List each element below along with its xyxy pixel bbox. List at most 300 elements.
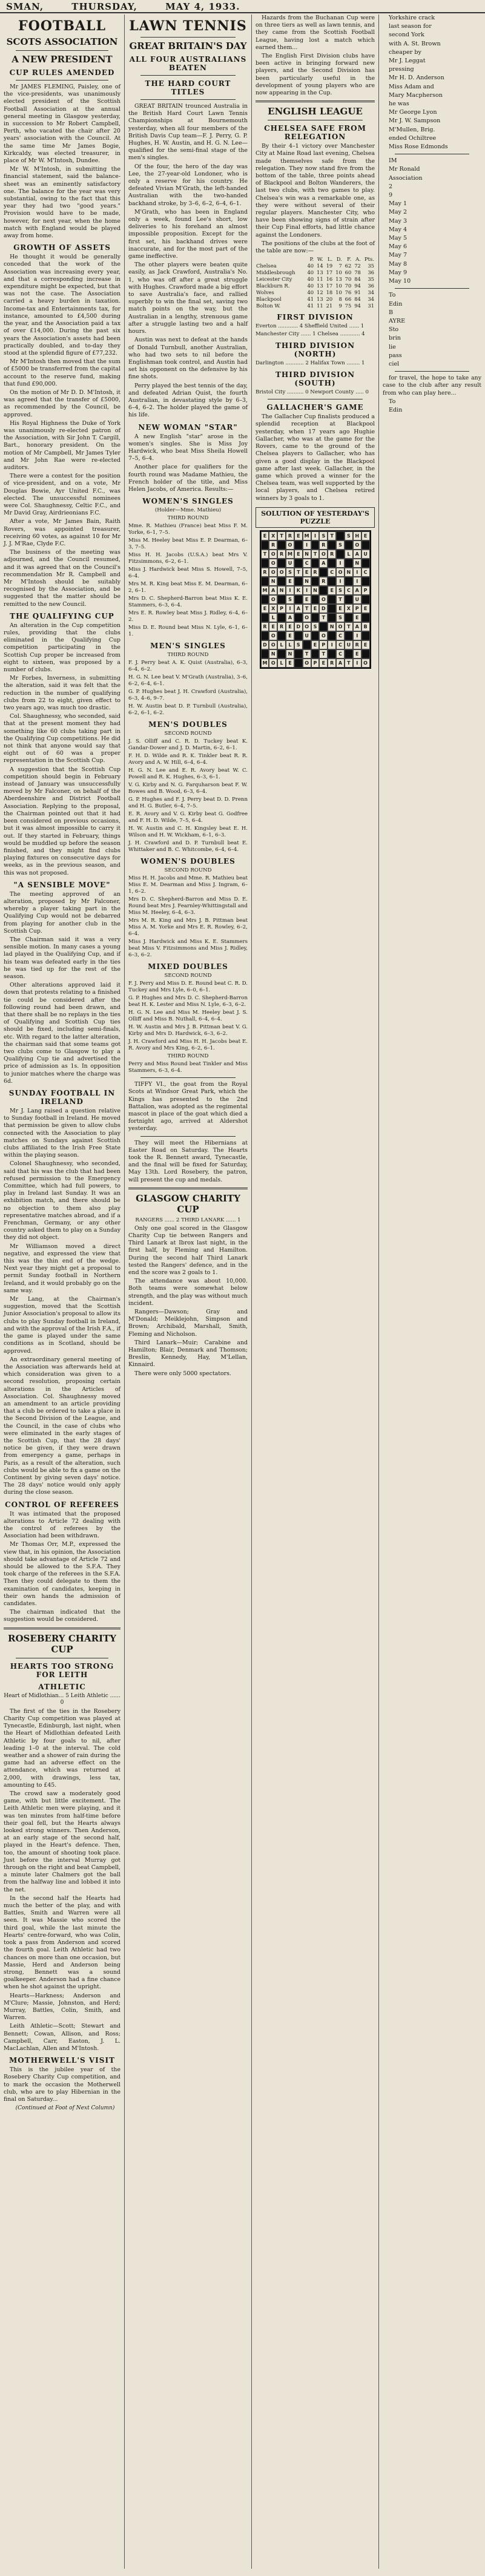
- paragraph: The crowd saw a moderately good game, with but little excitement. The Leith Athletic men were playing, and it was ten minutes from half-time before their goal fell, but the Hearts always looked strong winners. Then Anderson, at an early stage of the second half, played in the Heart's defence. Then, too, the amount of shooting took place. Just before the interval Murray got through on the right and beat Campbell, a minute later Chalmers got the ball from the halfway line and lobbed it into the net.: [4, 1790, 120, 1893]
- grid-letter: E: [353, 613, 361, 622]
- grid-block: [328, 631, 336, 640]
- table-cell: 7: [338, 263, 342, 269]
- sunday-football-heading: SUNDAY FOOTBALL IN IRELAND: [8, 1089, 116, 1106]
- grid-block: [294, 649, 303, 659]
- result-line: H. G. N. Lee and E. R. Avory beat W. C. Powell and R. K. Hughes, 6–3, 6–1.: [128, 767, 248, 781]
- grid-letter: E: [303, 568, 311, 577]
- grid-block: [328, 604, 336, 613]
- result-line: Miss H. H. Jacobs and Mme. R. Mathieu beat Miss E. M. Dearman and Miss J. Ingram, 6–1, 6–2.: [128, 875, 248, 895]
- table-cell: Middlesbrough: [256, 269, 295, 276]
- paragraph: The attendance was about 10,000. Both teams were somewhat below strength, and the play was without much incident.: [128, 1278, 248, 1307]
- grid-block: [345, 631, 353, 640]
- paragraph: Third Lanark—Muir; Carabine and Hamilton; Blair, Denmark and Thomson; Breslin, Kennedy, Hay, M'Lellan, Kinnaird.: [128, 1339, 248, 1368]
- grid-block: [336, 531, 345, 540]
- result-line: G. P. Hughes and F. J. Perry beat D. D. Prenn and H. G. Butler, 6–4, 7–5.: [128, 797, 248, 810]
- grid-letter: T: [319, 613, 328, 622]
- mens-doubles-heading: MEN'S DOUBLES: [148, 720, 228, 729]
- table-cell: 13: [335, 276, 342, 283]
- round-label: THIRD ROUND: [167, 1053, 209, 1060]
- masthead-paper: SMAN,: [6, 1, 44, 12]
- grid-letter: C: [336, 640, 345, 649]
- paragraph: The English First Division clubs have been active in bringing forward new players, and the Second Division has been particularly useful in the development of young players who are now appearing in the Cup.: [256, 53, 375, 97]
- grid-letter: L: [286, 640, 294, 649]
- clipped-text: B: [389, 309, 394, 316]
- grid-letter: A: [319, 559, 328, 568]
- table-row: [256, 283, 375, 289]
- paragraph: Mr Thomas Orr, M.P., expressed the view that, in his opinion, the Association should take advantage of Article 72 and should be allowed to the S.F.A. They took charge of the referees in the S.F.A. Then they could delegate to them the examination of candidates, keeping in their own hands the admission of candidates.: [4, 1541, 120, 1607]
- grid-block: [328, 540, 336, 550]
- table-header: W.: [317, 256, 323, 263]
- table-cell: 84: [354, 296, 361, 303]
- divider: [140, 37, 236, 38]
- grid-letter: E: [286, 631, 294, 640]
- grid-letter: I: [286, 586, 294, 595]
- grid-letter: X: [269, 604, 277, 613]
- clipped-text: Edin: [389, 300, 403, 307]
- grid-letter: C: [336, 649, 345, 659]
- grid-letter: E: [294, 531, 303, 540]
- grid-letter: S: [286, 568, 294, 577]
- clipped-text: To: [389, 292, 396, 299]
- clipped-text: pressing: [389, 66, 414, 73]
- masthead-date: MAY 4, 1933.: [165, 1, 240, 12]
- grid-block: [261, 631, 269, 640]
- column-lawn-tennis: [124, 15, 251, 2569]
- divider: [395, 371, 469, 372]
- grid-letter: T: [294, 568, 303, 577]
- clipped-text: Association: [389, 174, 423, 182]
- grid-letter: P: [311, 659, 320, 668]
- grid-block: [361, 631, 370, 640]
- grid-letter: S: [336, 613, 345, 622]
- grid-block: [294, 559, 303, 568]
- clipped-text: Mr George Lyon: [389, 109, 437, 116]
- paragraph: His Royal Highness the Duke of York was unanimously re-elected patron of the Association, with Sir John T. Cargill, Bart., honorary president. On the motion of Mr Campbell, Mr James Tyler and Mr John Rae were re-elected auditors.: [4, 419, 120, 471]
- paragraph: Colonel Shaughnessy, who seconded, said that his was the club that had been refused permission to the Emergency Committee, which had full powers, to play in Ireland last Sunday. It was an exhibition match, and there should be no objection to them also play representative matches abroad, and if a Frenchman, Germany, or any other country asked them to play on a Sunday they did not object.: [4, 1160, 120, 1241]
- grid-letter: I: [353, 568, 361, 577]
- divider: [140, 1136, 236, 1137]
- grid-block: [261, 577, 269, 586]
- result-line: Miss J. Hardwick and Miss K. E. Stammers beat Miss V. Fitzsimmons and Miss J. Ridley, 6–3, 6–2.: [128, 939, 248, 959]
- grid-block: [328, 577, 336, 586]
- hard-court-titles-heading: THE HARD COURT TITLES: [145, 79, 231, 96]
- grid-block: [345, 613, 353, 622]
- grid-letter: E: [269, 622, 277, 631]
- clipped-text: Mary Macpherson: [389, 91, 443, 99]
- table-cell: 20: [326, 296, 333, 303]
- mens-singles-heading: MEN'S SINGLES: [150, 642, 226, 651]
- clipped-text: May 8: [389, 260, 407, 268]
- table-cell: 70: [345, 276, 352, 283]
- grid-block: [294, 631, 303, 640]
- clipped-text: Mr H. D. Anderson: [389, 74, 444, 82]
- grid-letter: S: [286, 595, 294, 604]
- grid-letter: I: [336, 577, 345, 586]
- clipped-text: M'Mullen, Brig.: [389, 126, 435, 133]
- grid-letter: I: [303, 540, 311, 550]
- grid-letter: S: [319, 531, 328, 540]
- to-label: To: [389, 398, 396, 405]
- clipped-text: Yorkshire crack: [389, 15, 435, 21]
- paragraph: A suggestion that the Scottish Cup competition should begin in February instead of January was unsuccessfully moved by Mr Falconer, on behalf of the Aberdeenshire and District Football Association. Replying to the proposal, the Chairman pointed out that it had been considered on previous occasions, but it was almost impossible to carry it out. If they started in February, things would be muddled up before the season finished, and they might find clubs playing fixtures on consecutive days for weeks, as in the previous season, and this was not proposed.: [4, 766, 120, 876]
- grid-letter: O: [269, 659, 277, 668]
- clipped-text: May 9: [389, 269, 407, 276]
- table-cell: 18: [326, 289, 333, 296]
- paragraph: The positions of the clubs at the foot of the table are now:—: [256, 240, 375, 255]
- result-line: Miss J. Hardwick beat Miss S. Howell, 7–5, 6–4.: [128, 567, 248, 580]
- great-britains-day-heading: GREAT BRITAIN'S DAY: [129, 41, 247, 51]
- grid-letter: P: [319, 640, 328, 649]
- table-cell: 11: [317, 276, 323, 283]
- double-rule: [4, 1628, 120, 1629]
- grid-letter: I: [353, 577, 361, 586]
- grid-letter: E: [261, 531, 269, 540]
- grid-letter: T: [311, 550, 320, 559]
- table-cell: Blackpool: [256, 296, 282, 303]
- grid-letter: O: [269, 568, 277, 577]
- result-line: Mrs M. R. King beat Miss E. M. Dearman, 6–2, 6–1.: [128, 581, 248, 594]
- table-cell: 14: [317, 263, 323, 269]
- grid-letter: L: [269, 613, 277, 622]
- result-line: Miss M. Heeley beat Miss E. P. Dearman, 6–3, 7–5.: [128, 537, 248, 551]
- grid-block: [345, 540, 353, 550]
- table-cell: 11: [317, 303, 323, 309]
- new-president-heading: A NEW PRESIDENT: [12, 54, 113, 65]
- grid-letter: O: [319, 631, 328, 640]
- grid-letter: P: [361, 586, 370, 595]
- grid-letter: S: [336, 540, 345, 550]
- grid-block: [311, 540, 320, 550]
- clipped-text: last season for: [389, 23, 432, 30]
- table-cell: 72: [354, 263, 361, 269]
- third-division-south-heading: THIRD DIVISION (SOUTH): [275, 370, 355, 388]
- table-header-row: [256, 256, 375, 263]
- table-cell: 75: [345, 303, 352, 309]
- english-league-heading: ENGLISH LEAGUE: [268, 106, 363, 117]
- grid-block: [277, 595, 286, 604]
- grid-letter: O: [361, 659, 370, 668]
- table-cell: 16: [326, 276, 333, 283]
- grid-letter: R: [261, 568, 269, 577]
- masthead: [0, 0, 485, 13]
- table-cell: 10: [335, 283, 342, 289]
- table-header: [256, 256, 305, 263]
- grid-letter: R: [353, 640, 361, 649]
- clipped-text: cheaper by: [389, 48, 421, 56]
- paragraph: Other alterations approved laid it down that protests relating to a finished tie could be considered after the following round had been drawn, and that there shall be no replays in the ties of Qualifying and Scottish Cup ties should be fixed, including semi-finals, etc. With regard to the latter alteration, the chairman said that some teams got two clubs come to Glasgow to play a Qualifying Cup tie and advertised the price of admission as 1s. In opposition to junior matches where the charge was 6d.: [4, 982, 120, 1085]
- paragraph: Leith Athletic—Scott; Stewart and Bennett; Cowan, Allison, and Ross; Campbell, Carr, Easton, J. L. MacLachlan, Allen and M'Intosh.: [4, 2023, 120, 2052]
- grid-letter: I: [286, 604, 294, 613]
- table-row: [256, 289, 375, 296]
- grid-letter: O: [269, 559, 277, 568]
- grid-letter: N: [269, 577, 277, 586]
- paragraph: There were only 5000 spectators.: [134, 1370, 231, 1377]
- table-cell: 40: [307, 276, 314, 283]
- grid-block: [261, 559, 269, 568]
- table-cell: 13: [317, 269, 323, 276]
- paragraph: The business of the meeting was adjourned, and the Council resumed, and it was agreed that on the Council's recommendation Mr R. Campbell and Mr M'Intosh should be suitably recognised by the Association, and be suggested that the matter should be remitted to the new Council.: [4, 549, 120, 608]
- grid-block: [361, 559, 370, 568]
- paragraph: Mr Williamson moved a direct negative, and expressed the view that this was the thin end of the wedge. Next year they might get a proposal to permit Sunday football in Northern Ireland, and it would probably go on the same way.: [4, 1243, 120, 1294]
- result-line: G. P. Hughes beat J. H. Crawford (Australia), 6–3, 4–6, 9–7.: [128, 689, 248, 702]
- paragraph: Mr JAMES FLEMING, Paisley, one of the vice-presidents, was unanimously elected president of the Scottish Football Association at the annual general meeting in Glasgow yesterday, in succession to Mr Robert Campbell, Perth, who vacated the chair after 20 years' association with the Council. At the same time Mr James Bogie, Kirkcaldy, was elected treasurer, in place of Mr W. M'Intosh, Dundee.: [4, 84, 120, 165]
- grid-letter: K: [294, 586, 303, 595]
- round-label: SECOND ROUND: [164, 973, 212, 979]
- clipped-text: Miss Adam and: [389, 83, 434, 90]
- grid-letter: U: [345, 640, 353, 649]
- grid-letter: C: [303, 559, 311, 568]
- grid-letter: T: [345, 622, 353, 631]
- grid-letter: X: [345, 604, 353, 613]
- divider: [140, 1077, 236, 1078]
- result-line: J. H. Crawford and D. P. Turnbull beat E. Whittaker and B. C. Whitcombe, 6–4, 6–4.: [128, 840, 248, 853]
- grid-letter: M: [261, 586, 269, 595]
- grid-block: [294, 595, 303, 604]
- table-cell: 40: [307, 269, 314, 276]
- grid-letter: R: [328, 659, 336, 668]
- grid-letter: O: [269, 640, 277, 649]
- motherwell-visit-heading: MOTHERWELL'S VISIT: [8, 2056, 115, 2065]
- grid-block: [311, 649, 320, 659]
- paragraph: It was intimated that the proposed alterations to Article 72 dealing with the control of referees by the Association had been withdrawn.: [4, 1510, 120, 1540]
- grid-letter: T: [336, 595, 345, 604]
- table-cell: 78: [354, 269, 361, 276]
- result-line: F. H. D. Wilde and R. K. Tinkler beat R. R. Avory and A. W. Hill, 6–4, 6–4.: [128, 753, 248, 766]
- double-rule: [128, 1188, 248, 1189]
- grid-letter: C: [328, 568, 336, 577]
- grid-block: [277, 559, 286, 568]
- clipped-text: May 7: [389, 252, 407, 259]
- grid-block: [311, 631, 320, 640]
- grid-block: [277, 649, 286, 659]
- table-cell: 13: [317, 283, 323, 289]
- section-title-football: FOOTBALL: [18, 18, 106, 34]
- divider: [395, 288, 469, 289]
- grid-letter: R: [269, 540, 277, 550]
- paragraph: An extraordinary general meeting of the Association was afterwards held at which consideration was given to a second resolution, proposing certain alterations in the Articles of Association. Col. Shaughnessy moved an amendment to an article providing that a club be ordered to take a place in the Second Division of the League, and the Council, in the case of clubs who were eliminated in the early stages of the Scottish Cup, that the 28 days' notice be given, if they were drawn from emergency a game, perhaps in Paris, as a result of the alteration, such clubs would be able to fix a game on the Continent by giving seven days' notice. The 28 days' notice would only apply during the close season.: [4, 1356, 120, 1496]
- grid-letter: E: [286, 577, 294, 586]
- grid-block: [345, 559, 353, 568]
- table-cell: 36: [368, 283, 374, 289]
- table-row: [256, 296, 375, 303]
- masthead-day: THURSDAY,: [71, 1, 137, 12]
- third-division-north-heading: THIRD DIVISION (NORTH): [275, 341, 355, 359]
- paragraph: Mr Lang, at the Chairman's suggestion, moved that the Scottish Junior Association's proposal to allow its clubs to play Sunday football in Ireland, and with the approval of the Irish F.A., if the game is played under the same conditions as in Scotland, should be approved.: [4, 1296, 120, 1355]
- grid-block: [328, 613, 336, 622]
- paragraph: He thought it would be generally conceded that the work of the Association was increasing every year, and that a corresponding increase in expenditure might be expected, but that was not the case. The Association carried a heavy burden in taxation. Income-tax and Entertainments tax, for instance, amounted to £4,500 during the year, and the Association paid a tax of over £14,000. During the past six years the Association's assets had been practically doubled, and to-day they stood at the splendid figure of £77,232.: [4, 254, 120, 356]
- clipped-text: May 1: [389, 200, 407, 208]
- grid-block: [277, 613, 286, 622]
- clipped-text: May 10: [389, 278, 411, 285]
- grid-letter: C: [361, 568, 370, 577]
- table-header: D.: [336, 256, 342, 263]
- grid-letter: B: [361, 622, 370, 631]
- clipped-text: May 5: [389, 235, 407, 242]
- paragraph: Col. Shaughnessy, who seconded, said that at the present moment they had something like 60 clubs taking part in the Qualifying Cup competitions. He did not think that anyone would say that eight out of 60 was a proper representation in the Scottish Cup.: [4, 713, 120, 764]
- grid-letter: M: [286, 550, 294, 559]
- grid-letter: A: [353, 622, 361, 631]
- table-row: [256, 269, 375, 276]
- hearts-headline-2: ATHLETIC: [38, 1682, 86, 1691]
- table-cell: 9: [338, 303, 342, 309]
- round-label: SECOND ROUND: [164, 867, 212, 874]
- grid-letter: P: [277, 604, 286, 613]
- grid-letter: M: [261, 659, 269, 668]
- divider: [16, 50, 108, 51]
- paragraph: Another place for qualifiers for the fourth round was Madame Mathieu, the French holder of the title, and Miss Helen Jacobs, of America. Results:—: [128, 464, 248, 493]
- crossword-grid: [260, 530, 371, 669]
- grid-letter: O: [336, 622, 345, 631]
- round-label: THIRD ROUND: [167, 652, 209, 659]
- grid-letter: O: [319, 550, 328, 559]
- cup-rules-heading: CUP RULES AMENDED: [9, 68, 115, 77]
- grid-letter: U: [303, 631, 311, 640]
- paragraph: Perry played the best tennis of the day, and defeated Adrian Quist, the fourth Australian, in devastating style by 6–3, 6–4, 6–2. The holder played the game of his life.: [128, 382, 248, 419]
- table-cell: 35: [368, 276, 374, 283]
- grid-letter: T: [303, 649, 311, 659]
- clipped-text: May 3: [389, 217, 407, 225]
- paragraph: The Chairman said it was a very sensible motion. In many cases a young lad played in the Qualifying Cup, and if his team was defeated early in the ties he was tied up for the rest of the season.: [4, 936, 120, 980]
- clipped-text: brin: [389, 335, 401, 342]
- clipped-text: AYRE: [389, 317, 406, 324]
- grid-letter: N: [303, 577, 311, 586]
- paragraph: The Gallacher Cup finalists produced a splendid reception at Blackpool yesterday, when 17 years ago Hughie Gallacher, who was at the game for the Rovers, came to the ground of the Chelsea players to Gallacher, who has given a good display in the Blackpool game after last week. Gallacher, in the game which proved a winner for the Chelsea team, was well supported by the local players, and Chelsea retired winners by 3 goals to 1.: [256, 413, 375, 502]
- result-line: H. W. Austin beat D. P. Turnbull (Australia), 6–2, 6–1, 6–2.: [128, 703, 248, 717]
- clipped-text: ended Ochiltree: [389, 134, 437, 142]
- grid-letter: U: [361, 550, 370, 559]
- table-cell: Blackburn R.: [256, 283, 290, 289]
- grid-letter: X: [269, 531, 277, 540]
- result-line: Everton ............ 4 Sheffield United ...... 1: [256, 323, 365, 330]
- grid-letter: I: [353, 659, 361, 668]
- result-line: Bristol City .......... 0 Newport County ..... 0: [256, 389, 369, 396]
- grid-letter: R: [261, 622, 269, 631]
- grid-letter: D: [261, 640, 269, 649]
- grid-block: [277, 540, 286, 550]
- grid-letter: N: [311, 586, 320, 595]
- paragraph: Of the four, the hero of the day was Lee, the 27-year-old Londoner, who is only a reserve for his country. He defeated Vivian M'Grath, the left-handed Australian with the two-handed backhand stroke, by 3–6, 6–2, 6–4, 6–1.: [128, 163, 248, 207]
- clipped-text: Mr J. Leggat: [389, 58, 426, 65]
- clipped-text: lie: [389, 343, 396, 350]
- grid-letter: A: [336, 659, 345, 668]
- table-header: Pts.: [365, 256, 374, 263]
- grid-letter: E: [294, 550, 303, 559]
- score-line: RANGERS ...... 2 THIRD LANARK ...... 1: [135, 1217, 241, 1223]
- clipped-text: IM: [389, 157, 397, 165]
- grid-letter: I: [303, 586, 311, 595]
- grid-letter: E: [286, 659, 294, 668]
- grid-letter: D: [319, 604, 328, 613]
- table-cell: 17: [326, 269, 333, 276]
- grid-letter: T: [328, 531, 336, 540]
- clipped-text: he was: [389, 100, 409, 108]
- paragraph: Mr Forbes, Inverness, in submitting the alteration, said it was felt that the reduction in the number of qualifying clubs from 22 to eight, given effect to two years ago, was much too drastic.: [4, 675, 120, 712]
- grid-letter: N: [269, 649, 277, 659]
- table-cell: 70: [345, 283, 352, 289]
- round-label: THIRD ROUND: [167, 515, 209, 522]
- paragraph: Rangers—Dawson; Gray and M'Donald; Meiklejohn, Simpson and Brown; Archibald, Marshall, Smith, Fleming and Nicholson.: [128, 1309, 248, 1338]
- puzzle-solution-heading: SOLUTION OF YESTERDAY'S PUZZLE: [256, 507, 375, 528]
- grid-block: [345, 649, 353, 659]
- table-cell: 36: [368, 269, 374, 276]
- table-cell: 13: [317, 296, 323, 303]
- grid-block: [336, 550, 345, 559]
- grid-letter: E: [361, 640, 370, 649]
- score-line: Heart of Midlothian... 5 Leith Athletic ...... 0: [4, 1692, 120, 1706]
- section-title-lawn-tennis: LAWN TENNIS: [129, 18, 247, 34]
- grid-letter: O: [303, 659, 311, 668]
- grid-letter: A: [353, 586, 361, 595]
- grid-block: [319, 622, 328, 631]
- grid-letter: H: [353, 531, 361, 540]
- grid-letter: T: [303, 604, 311, 613]
- grid-letter: I: [336, 559, 345, 568]
- table-cell: Chelsea: [256, 263, 277, 269]
- table-header: L.: [328, 256, 333, 263]
- new-woman-star-heading: NEW WOMAN "STAR": [138, 422, 238, 432]
- paragraph: Mr M'Intosh then moved that the sum of £5000 be transferred from the capital account to the reserve fund, making that fund £90,000.: [4, 358, 120, 387]
- column-clipped-right: [378, 15, 485, 2569]
- table-cell: 10: [335, 289, 342, 296]
- grid-letter: E: [353, 649, 361, 659]
- result-line: H. G. N. Lee beat V. M'Grath (Australia), 3–6, 6–2, 6–4, 6–1.: [128, 674, 248, 688]
- grid-letter: O: [353, 540, 361, 550]
- result-line: Mme. R. Mathieu (France) beat Miss F. M. Yorke, 6–1, 7–5.: [128, 523, 248, 536]
- column-football: [0, 15, 124, 2569]
- table-cell: 34: [368, 289, 374, 296]
- grid-block: [361, 613, 370, 622]
- paragraph: Hearts—Harkness; Anderson and M'Clure; Massie, Johnston, and Herd; Murray, Battles, Colin, Smith, and Warren.: [4, 1992, 120, 2022]
- grid-letter: O: [277, 568, 286, 577]
- rosebery-charity-cup-heading: ROSEBERY CHARITY CUP: [8, 1632, 116, 1655]
- grid-block: [311, 577, 320, 586]
- grid-letter: L: [277, 659, 286, 668]
- result-line: V. G. Kirby and N. G. Farquharson beat F. W. Bowes and B. Wood, 6–3, 6–4.: [128, 782, 248, 795]
- table-header: F.: [347, 256, 352, 263]
- paragraph: The first of the ties in the Rosebery Charity Cup competition was played at Tynecastle, Edinburgh, last night, when the Heart of Midlothian defeated Leith Athletic by four goals to nil, after leading 1–0 at the interval. The cold weather and a shower of rain during the game had an adverse effect on the attendance, which was returned at 2,000, with drawings, less tax, amounting to £45.: [4, 1707, 120, 1789]
- scots-association-heading: SCOTS ASSOCIATION: [6, 36, 118, 47]
- paragraph: Mr W. M'Intosh, in submitting the financial statement, said the balance-sheet was an eminently satisfactory one. The balance for the year was very substantial, owing to the fact that this year they had two "good years." Provision would have to be made, however, for next year, when the home match with England would be played away from home.: [4, 166, 120, 240]
- grid-letter: O: [319, 595, 328, 604]
- result-line: G. P. Hughes and Mrs D. C. Shepherd-Barron beat H. K. Lester and Miss N. Lyle, 6–3, 6–2.: [128, 995, 248, 1008]
- grid-block: [361, 649, 370, 659]
- grid-letter: E: [319, 659, 328, 668]
- grid-block: [294, 577, 303, 586]
- grid-letter: N: [328, 622, 336, 631]
- table-cell: 35: [368, 263, 374, 269]
- table-cell: Leicester City: [256, 276, 292, 283]
- result-line: E. R. Avory and V. G. Kirby beat G. Godfree and F. H. D. Wilde, 7–5, 6–4.: [128, 811, 248, 824]
- grid-letter: N: [353, 559, 361, 568]
- grid-letter: D: [294, 622, 303, 631]
- grid-block: [319, 568, 328, 577]
- table-cell: 40: [307, 263, 314, 269]
- grid-letter: T: [345, 659, 353, 668]
- result-line: Mrs E. R. Rowley beat Miss J. Ridley, 6–4, 6–2.: [128, 610, 248, 623]
- grid-block: [345, 577, 353, 586]
- grid-letter: E: [311, 604, 320, 613]
- round-label: SECOND ROUND: [164, 731, 212, 737]
- result-line: Mrs D. C. Shepherd-Barron beat Miss K. E. Stammers, 6–3, 6–4.: [128, 596, 248, 609]
- grid-letter: M: [303, 531, 311, 540]
- paragraph: M'Grath, who has been in England only a week, found Lee's short, low deliveries to his forehand an almost impossible proposition. Except for the first set, his backhand drives were inaccurate, and for the most part of the game ineffective.: [128, 208, 248, 260]
- paragraph: They will meet the Hibernians at Easter Road on Saturday. The Hearts took the R. Bennett award, Tynecastle, and the final will be fixed for Saturday, May 13th. Lord Rosebery, the patron, will present the cup and medals.: [128, 1139, 248, 1183]
- grid-block: [361, 595, 370, 604]
- paragraph: After a vote, Mr James Bain, Raith Rovers, was appointed treasurer, receiving 60 votes, as against 10 for Mr J. J. M'Rae, Clyde F.C.: [4, 518, 120, 547]
- grid-block: [261, 613, 269, 622]
- grid-block: [261, 649, 269, 659]
- clipped-text: ciel: [389, 360, 400, 367]
